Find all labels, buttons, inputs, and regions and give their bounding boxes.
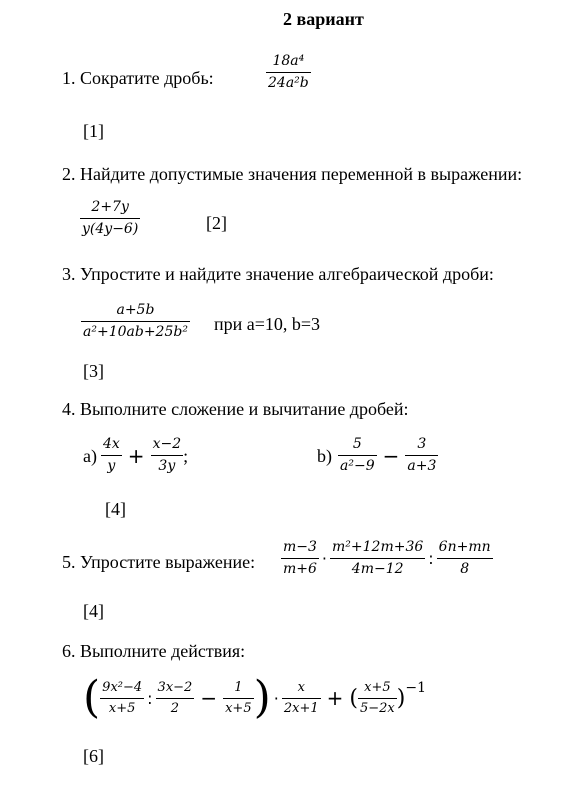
task5-f1-num: m−3 — [283, 539, 317, 555]
task1-numerator: 18a⁴ — [272, 53, 305, 69]
task5-f2-num: m²+12m+36 — [332, 539, 424, 555]
task4-expression-a — [83, 436, 188, 475]
task5-text: 5. Упростите выражение: — [62, 552, 256, 572]
task4-a-op: + — [127, 443, 145, 468]
task6-exponent: −1 — [405, 680, 427, 696]
task6-f5-num: x+5 — [364, 679, 391, 695]
task6-op4: + — [326, 686, 344, 710]
task6-f1-den: x+5 — [108, 700, 136, 716]
task6-text: 6. Выполните действия: — [62, 641, 246, 661]
page-title: 2 вариант — [283, 9, 364, 29]
task6-score: [6] — [83, 746, 104, 766]
task2-numerator: 2+7y — [91, 199, 129, 215]
task4-a-label: а) — [83, 445, 97, 466]
task6-f5-den: 5−2x — [360, 700, 395, 716]
task4-b-label: b) — [317, 445, 332, 466]
task5-f3-num: 6n+mn — [438, 539, 491, 555]
task6-lparen2: ( — [349, 685, 358, 711]
task3-condition: при a=10, b=3 — [214, 314, 321, 334]
task5-op2: : — [428, 549, 434, 568]
task6-expression — [83, 672, 427, 723]
task6-f2-num: 3x−2 — [157, 679, 193, 695]
task1-score: [1] — [83, 121, 104, 141]
task1-text: 1. Сократите дробь: — [62, 68, 214, 88]
task4-b-f2-den: a+3 — [407, 458, 437, 474]
task2-denominator: y(4y−6) — [82, 221, 139, 237]
task3-score: [3] — [83, 361, 104, 381]
task1-fraction — [266, 53, 311, 92]
task5-f3-den: 8 — [460, 561, 470, 577]
task4-a-f2-den: 3y — [158, 458, 176, 474]
task6-f4-num: x — [297, 679, 305, 695]
task4-b-f2-num: 3 — [417, 436, 427, 452]
task6-f3-num: 1 — [234, 679, 243, 695]
task4-expression-b — [317, 436, 438, 475]
task2-text: 2. Найдите допустимые значения переменной в выражении: — [62, 164, 523, 184]
task3-denominator: a²+10ab+25b² — [83, 324, 188, 340]
task5-f2-den: 4m−12 — [351, 561, 404, 577]
task2-score: [2] — [206, 213, 227, 233]
task5-f1-den: m+6 — [283, 561, 317, 577]
task6-lparen: ( — [83, 672, 101, 723]
task6-f1-num: 9x²−4 — [102, 679, 143, 695]
task4-b-f1-num: 5 — [352, 436, 362, 452]
task4-a-f1-num: 4x — [102, 436, 120, 452]
task4-text: 4. Выполните сложение и вычитание дробей: — [62, 399, 409, 419]
task5-op1: · — [321, 549, 328, 568]
task5-score: [4] — [83, 601, 104, 621]
task5-expression — [281, 539, 493, 578]
task6-rparen: ) — [253, 672, 271, 723]
task4-b-f1-den: a²−9 — [340, 458, 375, 474]
task6-op1: : — [147, 688, 153, 708]
task3-numerator: a+5b — [116, 302, 155, 318]
task6-f3-den: x+5 — [225, 700, 252, 716]
task4-a-f2-num: x−2 — [152, 436, 182, 452]
task3-fraction — [81, 302, 190, 341]
task1-denominator: 24a²b — [268, 75, 309, 91]
task4-b-op: − — [382, 443, 400, 468]
task4-a-end: ; — [183, 445, 189, 466]
task6-op3: · — [273, 688, 279, 708]
task6-f4-den: 2x+1 — [283, 700, 319, 716]
task4-a-f1-den: y — [107, 458, 116, 474]
task6-f2-den: 2 — [170, 700, 180, 716]
task2-fraction — [80, 199, 140, 238]
task6-op2: − — [200, 686, 218, 710]
task3-text: 3. Упростите и найдите значение алгебраической дроби: — [62, 264, 494, 284]
task6-rparen2: ) — [396, 685, 406, 711]
task4-score: [4] — [105, 499, 126, 519]
